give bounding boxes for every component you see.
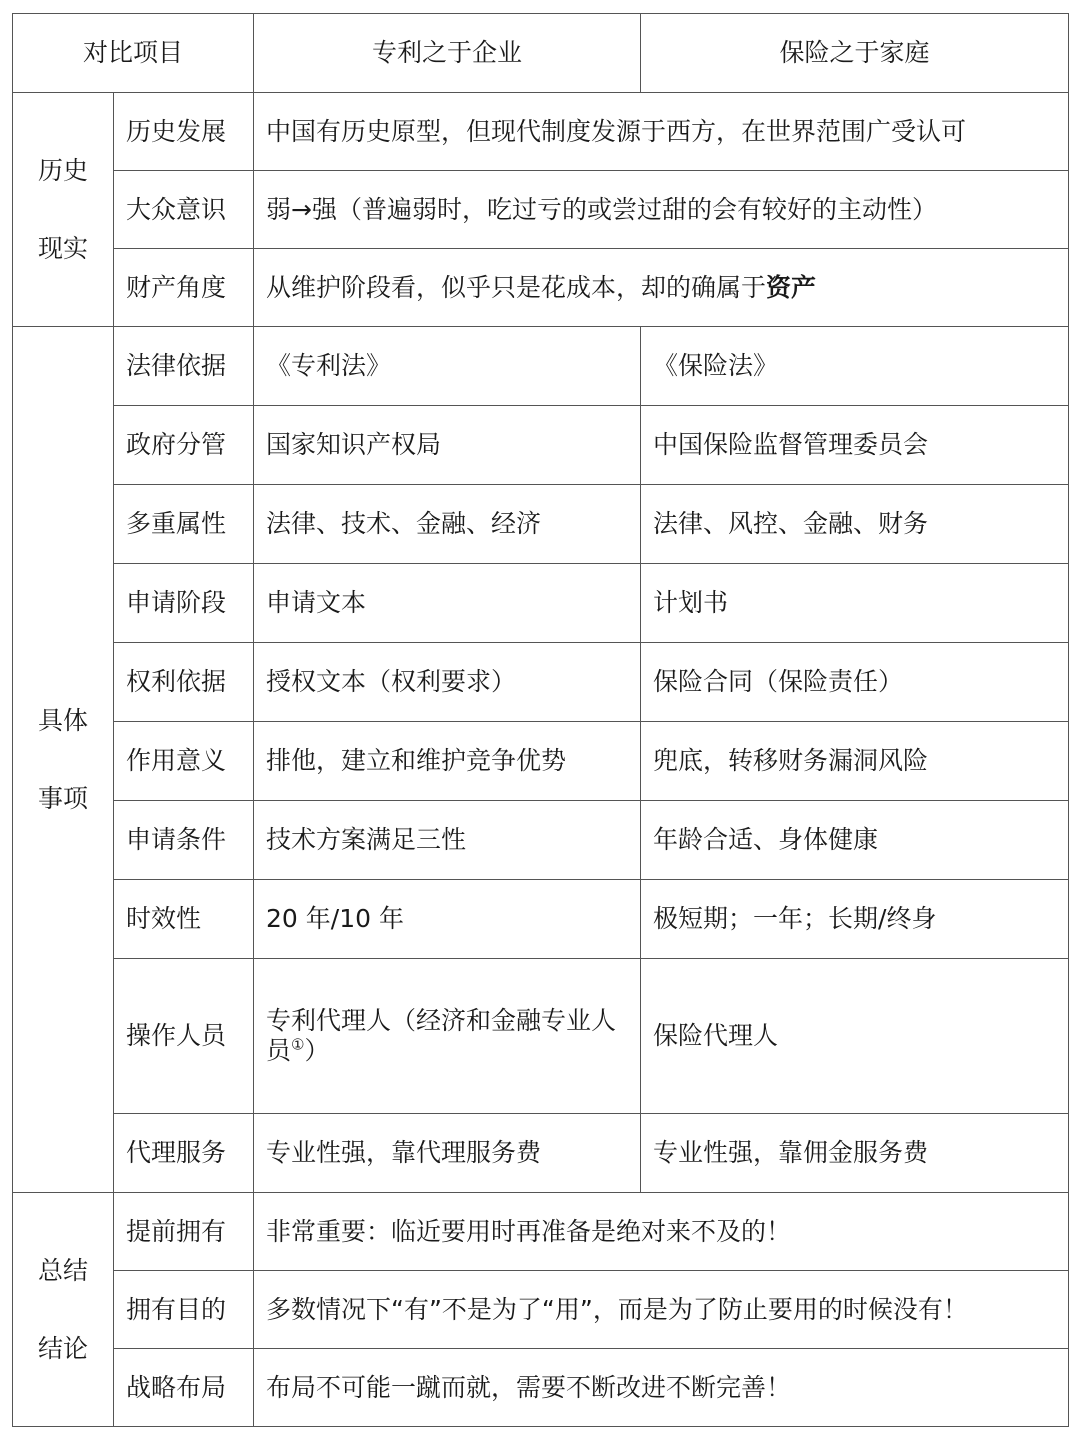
table-row [13, 327, 1069, 406]
asset-emphasis: 资产 [766, 272, 817, 302]
insurance-cell: 年龄合适、身体健康 [641, 801, 1069, 880]
row-label: 政府分管 [114, 406, 254, 485]
table-row [13, 1349, 1069, 1427]
insurance-cell: 《保险法》 [641, 327, 1069, 406]
insurance-cell: 极短期；一年；长期/终身 [641, 880, 1069, 959]
row-label: 财产角度 [114, 249, 254, 327]
group-history-reality: 历史 现实 [13, 93, 114, 327]
row-label: 法律依据 [114, 327, 254, 406]
table-row [13, 564, 1069, 643]
table-row [13, 643, 1069, 722]
patent-cell: 专利代理人（经济和金融专业人 员①） [254, 959, 641, 1114]
insurance-cell: 保险代理人 [641, 959, 1069, 1114]
row-text: 多数情况下“有”不是为了“用”，而是为了防止要用的时候没有！ [254, 1271, 1069, 1349]
table-row [13, 1271, 1069, 1349]
header-patent-enterprise: 专利之于企业 [254, 14, 641, 93]
row-label: 拥有目的 [114, 1271, 254, 1349]
row-label: 作用意义 [114, 722, 254, 801]
patent-cell: 专业性强，靠代理服务费 [254, 1114, 641, 1193]
insurance-cell: 专业性强，靠佣金服务费 [641, 1114, 1069, 1193]
row-text: 从维护阶段看，似乎只是花成本，却的确属于资产 [254, 249, 1069, 327]
row-label: 操作人员 [114, 959, 254, 1114]
row-label: 代理服务 [114, 1114, 254, 1193]
insurance-cell: 保险合同（保险责任） [641, 643, 1069, 722]
patent-cell: 申请文本 [254, 564, 641, 643]
patent-cell: 国家知识产权局 [254, 406, 641, 485]
table-row [13, 880, 1069, 959]
row-text: 弱→强（普遍弱时，吃过亏的或尝过甜的会有较好的主动性） [254, 171, 1069, 249]
patent-cell: 技术方案满足三性 [254, 801, 641, 880]
table-row [13, 485, 1069, 564]
insurance-cell: 中国保险监督管理委员会 [641, 406, 1069, 485]
insurance-cell: 法律、风控、金融、财务 [641, 485, 1069, 564]
table-row [13, 1193, 1069, 1271]
footnote-mark: ① [291, 1035, 305, 1054]
comparison-table [12, 13, 1069, 1427]
insurance-cell: 计划书 [641, 564, 1069, 643]
group-summary-conclusion: 总结 结论 [13, 1193, 114, 1427]
table-row [13, 801, 1069, 880]
patent-cell: 《专利法》 [254, 327, 641, 406]
patent-cell: 授权文本（权利要求） [254, 643, 641, 722]
table-row [13, 722, 1069, 801]
table-row [13, 171, 1069, 249]
table-row [13, 406, 1069, 485]
row-label: 申请条件 [114, 801, 254, 880]
table-row [13, 93, 1069, 171]
row-text: 非常重要：临近要用时再准备是绝对来不及的！ [254, 1193, 1069, 1271]
row-label: 申请阶段 [114, 564, 254, 643]
patent-cell: 排他，建立和维护竞争优势 [254, 722, 641, 801]
row-label: 提前拥有 [114, 1193, 254, 1271]
group-specific-items: 具体 事项 [13, 327, 114, 1193]
table-row [13, 249, 1069, 327]
patent-cell: 20 年/10 年 [254, 880, 641, 959]
table-row [13, 1114, 1069, 1193]
header-compare-item: 对比项目 [13, 14, 254, 93]
row-label: 大众意识 [114, 171, 254, 249]
row-label: 历史发展 [114, 93, 254, 171]
header-insurance-family: 保险之于家庭 [641, 14, 1069, 93]
row-label: 时效性 [114, 880, 254, 959]
insurance-cell: 兜底，转移财务漏洞风险 [641, 722, 1069, 801]
row-label: 多重属性 [114, 485, 254, 564]
row-text: 中国有历史原型，但现代制度发源于西方，在世界范围广受认可 [254, 93, 1069, 171]
patent-cell: 法律、技术、金融、经济 [254, 485, 641, 564]
row-label: 权利依据 [114, 643, 254, 722]
table-row [13, 959, 1069, 1114]
header-row [13, 14, 1069, 93]
row-label: 战略布局 [114, 1349, 254, 1427]
row-text: 布局不可能一蹴而就，需要不断改进不断完善！ [254, 1349, 1069, 1427]
